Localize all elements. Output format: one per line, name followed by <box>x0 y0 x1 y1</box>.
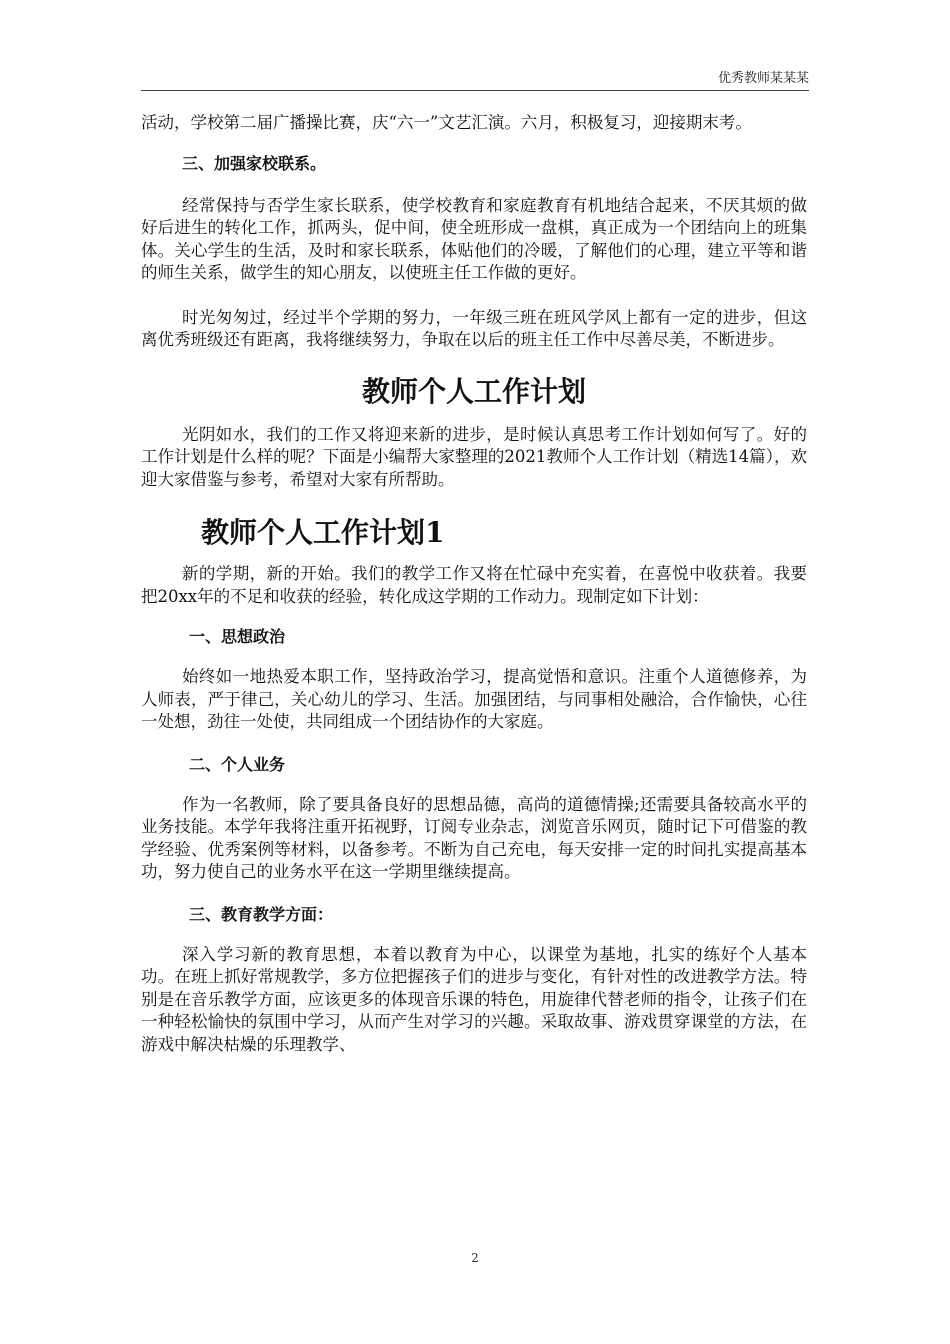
paragraph-new-term: 新的学期，新的开始。我们的教学工作又将在忙碌中充实着，在喜悦中收获着。我要把20xx年的不足和收获的经验，转化成这学期的工作动力。现制定如下计划： <box>141 564 807 606</box>
page-number: 2 <box>471 1251 479 1265</box>
document-body <box>141 112 807 1056</box>
paragraph-intro: 光阴如水，我们的工作又将迎来新的进步，是时候认真思考工作计划如何写了。好的工作计划是什么样的呢？下面是小编帮大家整理的2021教师个人工作计划（精选14篇），欢迎大家借鉴与参考，希望对大家有所帮助。 <box>141 424 807 489</box>
document-title: 教师个人工作计划 <box>361 374 586 408</box>
section-title-plan-1: 教师个人工作计划1 <box>201 516 445 549</box>
paragraph-home-school: 经常保持与否学生家长联系，使学校教育和家庭教育有机地结合起来，不厌其烦的做好后进生的转化工作，抓两头，促中间，使全班形成一盘棋，真正成为一个团结向上的班集体。关心学生的生活，及时和家长联系，体贴他们的冷暖，了解他们的心理，建立平等和谐的师生关系，做学生的知心朋友，以使班主任工作做的更好。 <box>141 195 807 282</box>
paragraph-summary: 时光匆匆过，经过半个学期的努力，一年级三班在班风学风上都有一定的进步，但这离优秀班级还有距离，我将继续努力，争取在以后的班主任工作中尽善尽美，不断进步。 <box>141 307 807 349</box>
paragraph-professional: 作为一名教师，除了要具备良好的思想品德，高尚的道德情操;还需要具备较高水平的业务技能。本学年我将注重开拓视野，订阅专业杂志，浏览音乐网页，随时记下可借鉴的教学经验、优秀案例等材料，以备参考。不断为自己充电，每天安排一定的时间扎实提高基本功，努力使自己的业务水平在这一学期里继续提高。 <box>141 794 807 881</box>
heading-teaching: 三、教育教学方面： <box>189 904 334 924</box>
paragraph-politics: 始终如一地热爱本职工作，坚持政治学习，提高觉悟和意识。注重个人道德修养，为人师表，严于律己，关心幼儿的学习、生活。加强团结，与同事相处融洽，合作愉快，心往一处想，劲往一处使，共同组成一个团结协作的大家庭。 <box>141 667 807 731</box>
paragraph-continued-activities: 活动，学校第二届广播操比赛，庆“六一”文艺汇演。六月，积极复习，迎接期末考。 <box>141 113 752 132</box>
heading-politics: 一、思想政治 <box>189 627 286 646</box>
header-author: 优秀教师某某某 <box>717 71 809 86</box>
heading-professional: 二、个人业务 <box>189 754 286 774</box>
paragraph-teaching: 深入学习新的教育思想，本着以教育为中心，以课堂为基地，扎实的练好个人基本功。在班上抓好常规教学，多方位把握孩子们的进步与变化，有针对性的改进教学方法。特别是在音乐教学方面，应该更多的体现音乐课的特色，用旋律代替老师的指令，让孩子们在一种轻松愉快的氛围中学习，从而产生对学习的兴趣。采取故事、游戏贯穿课堂的方法，在游戏中解决枯燥的乐理教学、 <box>141 944 807 1054</box>
heading-home-school: 三、加强家校联系。 <box>182 153 327 173</box>
page-header <box>141 64 809 91</box>
